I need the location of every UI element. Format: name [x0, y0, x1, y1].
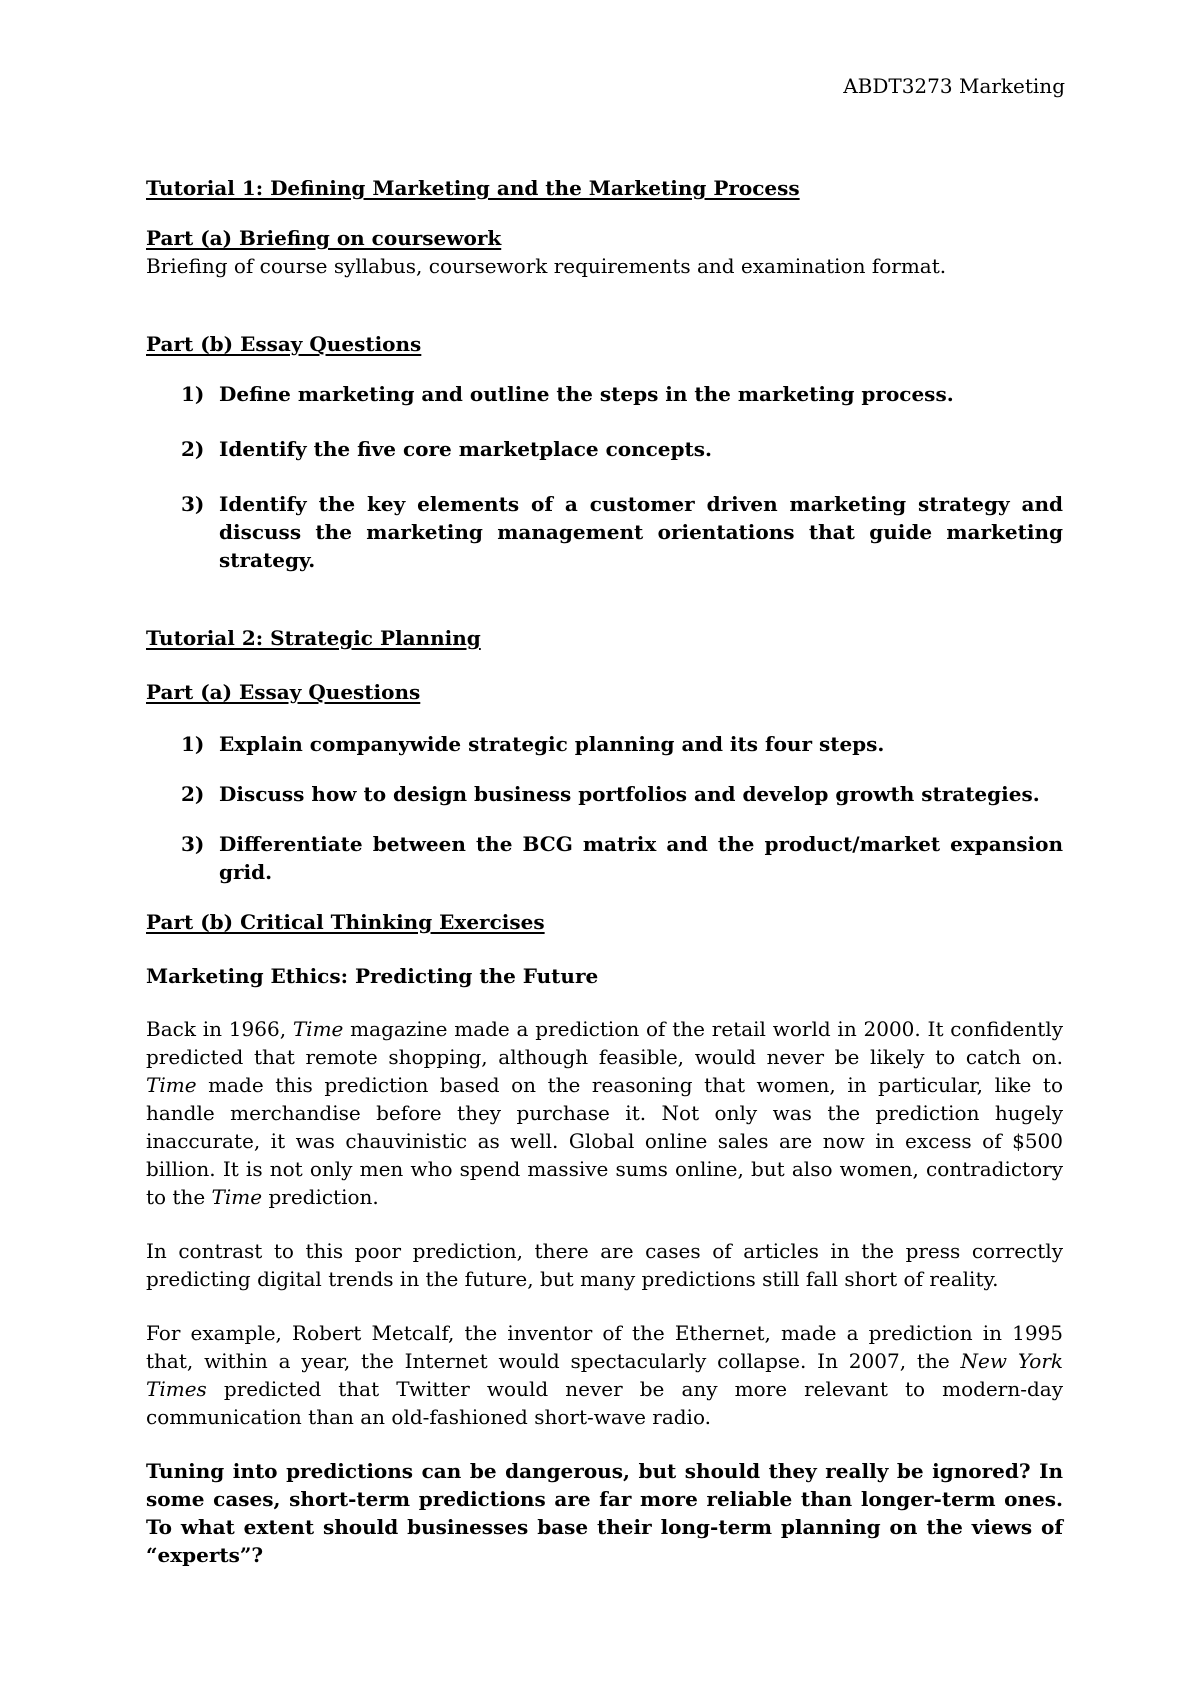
tutorial-1-title: Tutorial 1: Defining Marketing and the Marketing Process — [146, 176, 800, 200]
paragraph-text: made this prediction based on the reasoning that women, in particular, like to handle merchandise before they purchase it. Not only was the prediction hugely inaccurate, it was chauvinistic as well. Global online sales are now in excess of $500 billion. It is not only men who spend massive sums online, but also women, contradictory to the — [146, 1073, 1063, 1209]
publication-title: Time — [292, 1017, 344, 1041]
publication-title: Time — [146, 1073, 197, 1097]
tutorial-1-question-list — [146, 380, 1063, 574]
question-text: Differentiate between the BCG matrix and the product/market expansion grid. — [219, 832, 1063, 884]
question-text: Identify the five core marketplace concepts. — [219, 437, 712, 461]
tutorial-1-part-a-heading: Part (a) Briefing on coursework — [146, 226, 502, 250]
ethics-paragraph-2: In contrast to this poor prediction, there are cases of articles in the press correctly predicting digital trends in the future, but many predictions still fall short of reality. — [146, 1239, 1063, 1291]
tutorial-1-question-1 — [146, 380, 1063, 408]
tutorial-2-part-a-heading: Part (a) Essay Questions — [146, 680, 421, 704]
question-number: 2) — [181, 437, 205, 461]
tutorial-1-question-3 — [146, 490, 1063, 574]
question-text: Identify the key elements of a customer driven marketing strategy and discuss the marketing management orientations that guide marketing strategy. — [219, 492, 1063, 572]
question-number: 2) — [181, 782, 205, 806]
tutorial-2-question-list — [146, 730, 1063, 886]
paragraph-text: magazine made a prediction of the retail world in 2000. It confidently predicted that remote shopping, although feasible, would never be likely to catch on. — [146, 1017, 1063, 1069]
question-text: Explain companywide strategic planning and its four steps. — [219, 732, 885, 756]
tutorial-2-question-3 — [146, 830, 1063, 886]
question-text: Define marketing and outline the steps in the marketing process. — [219, 382, 954, 406]
tutorial-1-question-2 — [146, 435, 1063, 463]
ethics-paragraph-1 — [146, 1015, 1063, 1211]
ethics-paragraph-3 — [146, 1319, 1063, 1431]
question-number: 1) — [181, 732, 205, 756]
question-number: 3) — [181, 832, 205, 856]
question-number: 3) — [181, 492, 205, 516]
paragraph-text: For example, Robert Metcalf, the inventor of the Ethernet, made a prediction in 1995 that, within a year, the Internet would spectacularly collapse. In 2007, the — [146, 1321, 1063, 1373]
tutorial-2-title: Tutorial 2: Strategic Planning — [146, 626, 481, 650]
tutorial-1-part-b-heading: Part (b) Essay Questions — [146, 332, 422, 356]
ethics-discussion-question: Tuning into predictions can be dangerous, but should they really be ignored? In some cases, short-term predictions are far more reliable than longer-term ones. To what extent should businesses base their long-term planning on the views of “experts”? — [146, 1459, 1063, 1567]
paragraph-text: Back in 1966, — [146, 1017, 293, 1041]
tutorial-2-part-b-heading: Part (b) Critical Thinking Exercises — [146, 910, 545, 934]
course-header: ABDT3273 Marketing — [843, 74, 1065, 98]
paragraph-text: predicted that Twitter would never be any more relevant to modern-day communication than an old-fashioned short-wave radio. — [146, 1377, 1063, 1429]
tutorial-1-part-a-text: Briefing of course syllabus, coursework requirements and examination format. — [146, 254, 947, 278]
tutorial-2-question-1 — [146, 730, 1063, 758]
publication-title: New York Times — [146, 1349, 1064, 1401]
ethics-subheading: Marketing Ethics: Predicting the Future — [146, 964, 599, 988]
tutorial-2-question-2 — [146, 780, 1063, 808]
publication-title: Time — [211, 1185, 263, 1209]
question-text: Discuss how to design business portfolios and develop growth strategies. — [219, 782, 1040, 806]
document-body — [146, 174, 1063, 1569]
question-number: 1) — [181, 382, 205, 406]
paragraph-text: prediction. — [262, 1185, 379, 1209]
